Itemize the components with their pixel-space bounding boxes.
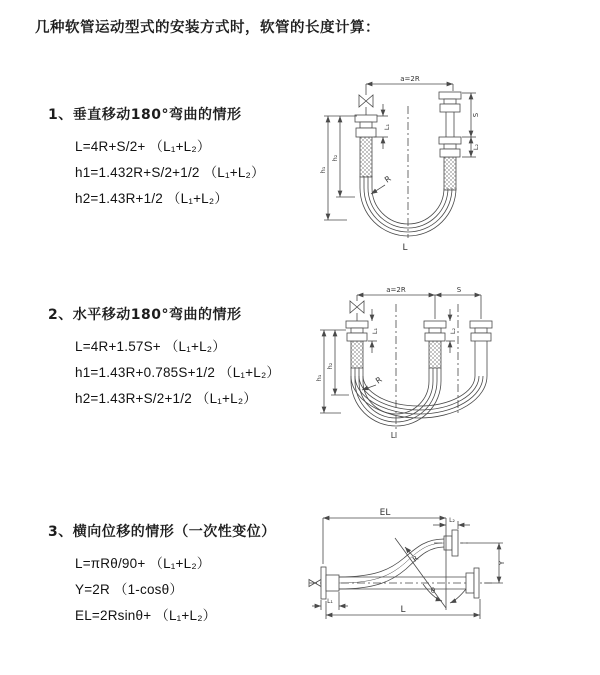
formula-L: L=4R+S/2+ （L₁+L₂） xyxy=(75,139,211,154)
flange-left xyxy=(321,567,339,599)
formula-h1: h1=1.432R+S/2+1/2 （L₁+L₂） xyxy=(75,165,265,180)
formula-EL: EL=2Rsinθ+ （L₁+L₂） xyxy=(75,608,217,623)
dim-label-L: L xyxy=(390,431,396,440)
section-2-heading: 2、水平移动180°弯曲的情形 xyxy=(48,307,242,323)
dimension-a2R xyxy=(366,84,453,91)
flange-middle xyxy=(424,321,446,341)
dimension-EL xyxy=(323,518,446,564)
section-2-formulas xyxy=(75,334,280,412)
section-1-heading: 1、垂直移动180°弯曲的情形 xyxy=(48,107,242,123)
dim-label-h1: h₁ xyxy=(315,374,323,382)
dim-label-S: S xyxy=(472,112,480,118)
dim-label-EL: EL xyxy=(379,508,391,518)
diagram-lateral-displacement xyxy=(306,496,508,654)
formula-h2: h2=1.43R+S/2+1/2 （L₁+L₂） xyxy=(75,391,257,406)
formula-h1: h1=1.43R+0.785S+1/2 （L₁+L₂） xyxy=(75,365,281,380)
dimension-h1-h2 xyxy=(324,116,357,220)
dim-label-L: L xyxy=(402,243,408,253)
valve-icon xyxy=(359,84,373,115)
braided-hose-right xyxy=(444,157,456,190)
dim-label-Y: Y xyxy=(498,560,506,566)
section-3-heading: 3、横向位移的情形（一次性变位） xyxy=(48,524,276,540)
diagram-horizontal-180-bend xyxy=(313,286,513,454)
formula-L: L=πRθ/90+ （L₁+L₂） xyxy=(75,556,211,571)
section-3-formulas xyxy=(75,551,276,629)
dim-label-R: R xyxy=(411,554,421,564)
flange-right-moved xyxy=(470,321,492,341)
section-vertical-movement xyxy=(48,104,265,212)
dim-label-a2R: a=2R xyxy=(386,286,406,294)
formula-h2: h2=1.43R+1/2 （L₁+L₂） xyxy=(75,191,229,206)
braided-hose-middle xyxy=(429,341,441,368)
dim-label-S: S xyxy=(456,286,462,294)
dim-label-L: L xyxy=(400,605,406,615)
section-lateral-displacement xyxy=(48,521,276,629)
flange-left xyxy=(346,321,368,341)
dim-label-L1: L₁ xyxy=(327,598,333,605)
theta-angle-arrows xyxy=(423,584,466,603)
braided-hose-left xyxy=(351,341,363,368)
rotation-axis-line xyxy=(395,538,446,608)
page-title: 几种软管运动型式的安装方式时，软管的长度计算： xyxy=(35,20,380,36)
formula-Y: Y=2R （1-cosθ） xyxy=(75,582,184,597)
hose-s-curve xyxy=(339,539,444,589)
dim-label-R: R xyxy=(373,375,384,386)
dim-label-L2: L₂ xyxy=(472,143,480,151)
flange-right-lower xyxy=(439,137,461,157)
dim-label-a2R: a=2R xyxy=(400,75,420,83)
section-horizontal-movement xyxy=(48,304,280,412)
radius-leader xyxy=(371,185,385,194)
dim-label-R: R xyxy=(382,174,393,185)
dim-label-L1: L₁ xyxy=(371,327,379,335)
section-1-formulas xyxy=(75,134,265,212)
dim-label-L1: L₁ xyxy=(383,123,391,131)
flange-right-original xyxy=(466,568,479,598)
diagram-vertical-180-bend xyxy=(313,58,505,256)
dimension-h1-h2 xyxy=(320,330,349,413)
dim-label-theta: θ xyxy=(430,587,436,595)
hose-u-bend-moved xyxy=(351,341,487,418)
dim-label-L2: L₂ xyxy=(449,327,457,335)
dim-label-h1: h₁ xyxy=(319,166,327,174)
flange-right-upper xyxy=(439,92,461,112)
flange-left xyxy=(355,115,377,137)
braided-hose-left xyxy=(360,137,372,177)
dim-label-h2: h₂ xyxy=(331,154,339,162)
dimension-a2R-S xyxy=(357,295,481,319)
dim-label-L2: L₂ xyxy=(449,517,455,524)
formula-L: L=4R+1.57S+ （L₁+L₂） xyxy=(75,339,226,354)
dim-label-h2: h₂ xyxy=(326,362,334,370)
valve-icon xyxy=(350,295,364,321)
